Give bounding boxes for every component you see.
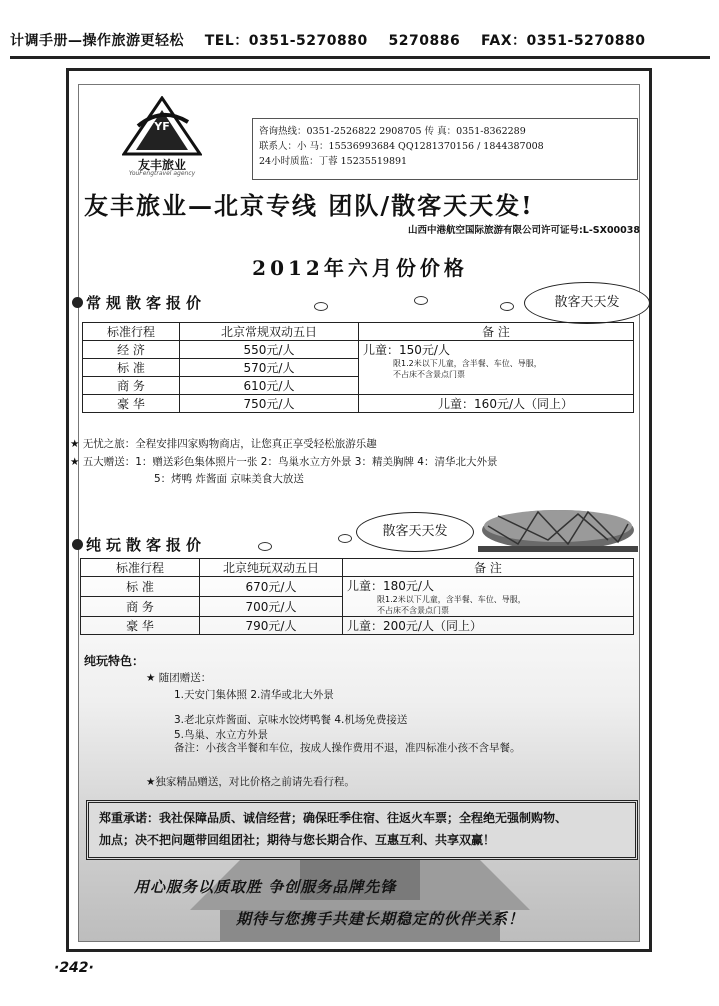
regular-title-text: 常规散客报价 bbox=[86, 294, 207, 312]
note-luxury: 儿童：200元/人（同上） bbox=[343, 617, 634, 635]
header-cell: 备 注 bbox=[359, 323, 634, 341]
header-tel: TEL：0351-5270880 bbox=[204, 33, 368, 49]
pure-note-cell bbox=[343, 577, 634, 617]
bullet-line-2: ★ 五大赠送：1：赠送彩色集体照片一张 2：鸟巢水立方外景 3：精美胸牌 4：清华北大外景 bbox=[70, 456, 498, 468]
promise-box bbox=[86, 800, 638, 860]
bullet-line-1: ★ 无忧之旅：全程安排四家购物商店，让您真正享受轻松旅游乐趣 bbox=[70, 438, 377, 450]
contact-line-1: 咨询热线：0351-2526822 2908705 传 真：0351-8362289 bbox=[259, 126, 526, 137]
bubble-icon bbox=[338, 534, 352, 543]
header-tel2: 5270886 bbox=[388, 33, 461, 49]
header-cell: 北京纯玩双动五日 bbox=[200, 559, 343, 577]
header-slogan: 计调手册—操作旅游更轻松 bbox=[10, 33, 184, 49]
features-title: 纯玩特色： bbox=[84, 654, 145, 668]
slogan-line-2: 期待与您携手共建长期稳定的伙伴关系！ bbox=[236, 910, 525, 928]
promise-line-2: 加点；决不把问题带回组团社；期待与您长期合作、互惠互利、共享双赢！ bbox=[99, 833, 496, 847]
contact-line-2: 联系人：小 马：15536993684 QQ1281370156 / 1844387008 bbox=[259, 141, 544, 152]
features-list bbox=[146, 670, 521, 755]
regular-price-table bbox=[82, 322, 634, 413]
feature-item: 3.老北京炸酱面、京味水饺烤鸭餐 4.机场免费接送 bbox=[174, 714, 408, 726]
table-cell: 670元/人 bbox=[200, 577, 343, 597]
table-cell: 商 务 bbox=[83, 377, 180, 395]
note-detail: 限1.2米以下儿童，含半餐、车位、导服， bbox=[377, 595, 526, 604]
table-cell: 豪 华 bbox=[81, 617, 200, 635]
note-child: 儿童：150元/人 bbox=[363, 343, 450, 357]
note-detail: 限1.2米以下儿童，含半餐、车位、导服， bbox=[393, 359, 542, 368]
header-cell: 备 注 bbox=[343, 559, 634, 577]
bubble-icon bbox=[314, 302, 328, 311]
table-cell: 790元/人 bbox=[200, 617, 343, 635]
bullet-dot-icon bbox=[72, 297, 83, 308]
pure-section-title bbox=[72, 534, 206, 555]
logo-mark: YF bbox=[154, 120, 170, 133]
slogan-line-1: 用心服务以质取胜 争创服务品牌先锋 bbox=[134, 878, 397, 896]
bubble-icon bbox=[500, 302, 514, 311]
contact-box bbox=[252, 118, 638, 180]
contact-line-3: 24小时质监：丁蓉 15235519891 bbox=[259, 156, 408, 167]
logo-mountain-icon bbox=[122, 96, 202, 156]
feature-remark: 备注：小孩含半餐和车位，按成人操作费用不退，准四标准小孩不含早餐。 bbox=[174, 742, 521, 754]
table-cell: 标 准 bbox=[83, 359, 180, 377]
gift-title: ★ 随团赠送： bbox=[146, 672, 212, 684]
note-luxury: 儿童：160元/人（同上） bbox=[359, 395, 634, 413]
regular-section-title bbox=[72, 292, 206, 313]
promise-line-1: 郑重承诺：我社保障品质、诚信经营；确保旺季住宿、往返火车票；全程绝无强制购物、 bbox=[99, 811, 568, 825]
table-cell: 豪 华 bbox=[83, 395, 180, 413]
table-cell: 商 务 bbox=[81, 597, 200, 617]
header-cell: 标准行程 bbox=[81, 559, 200, 577]
header-bar bbox=[10, 30, 710, 59]
logo-name-english: YouFengtravel agency bbox=[128, 170, 196, 177]
note-child: 儿童：180元/人 bbox=[347, 579, 434, 593]
table-cell: 750元/人 bbox=[180, 395, 359, 413]
pure-price-table bbox=[80, 558, 634, 635]
logo-name: 友丰旅业 bbox=[137, 158, 186, 172]
month-title: 2012年六月份价格 bbox=[252, 256, 468, 280]
pure-cloud-badge: 散客天天发 bbox=[356, 512, 474, 552]
table-cell: 610元/人 bbox=[180, 377, 359, 395]
license-number: 山西中港航空国际旅游有限公司许可证号:L-SX00038 bbox=[407, 225, 640, 236]
feature-item: 5.鸟巢、水立方外景 bbox=[174, 729, 269, 741]
exclusive-note: ★独家精品赠送，对比价格之前请先看行程。 bbox=[146, 776, 355, 788]
feature-item: 1.天安门集体照 2.清华或北大外景 bbox=[174, 689, 334, 701]
table-cell: 经 济 bbox=[83, 341, 180, 359]
bullet-line-3: 5：烤鸭 炸酱面 京味美食大放送 bbox=[154, 473, 304, 485]
regular-note-cell bbox=[359, 341, 634, 395]
headline: 友丰旅业—北京专线 团队/散客天天发! bbox=[84, 191, 534, 220]
table-cell: 700元/人 bbox=[200, 597, 343, 617]
pure-title-text: 纯玩散客报价 bbox=[86, 536, 207, 554]
header-cell: 北京常规双动五日 bbox=[180, 323, 359, 341]
birds-nest-stadium-image bbox=[478, 500, 638, 552]
page-number: ·242· bbox=[54, 960, 94, 976]
bubble-icon bbox=[258, 542, 272, 551]
note-detail: 不占床不含景点门票 bbox=[393, 370, 465, 379]
note-detail: 不占床不含景点门票 bbox=[377, 606, 449, 615]
header-fax: FAX：0351-5270880 bbox=[480, 33, 646, 49]
regular-cloud-badge: 散客天天发 bbox=[524, 282, 650, 324]
table-cell: 570元/人 bbox=[180, 359, 359, 377]
bullet-dot-icon bbox=[72, 539, 83, 550]
table-cell: 标 准 bbox=[81, 577, 200, 597]
header-cell: 标准行程 bbox=[83, 323, 180, 341]
bubble-icon bbox=[414, 296, 428, 305]
table-cell: 550元/人 bbox=[180, 341, 359, 359]
